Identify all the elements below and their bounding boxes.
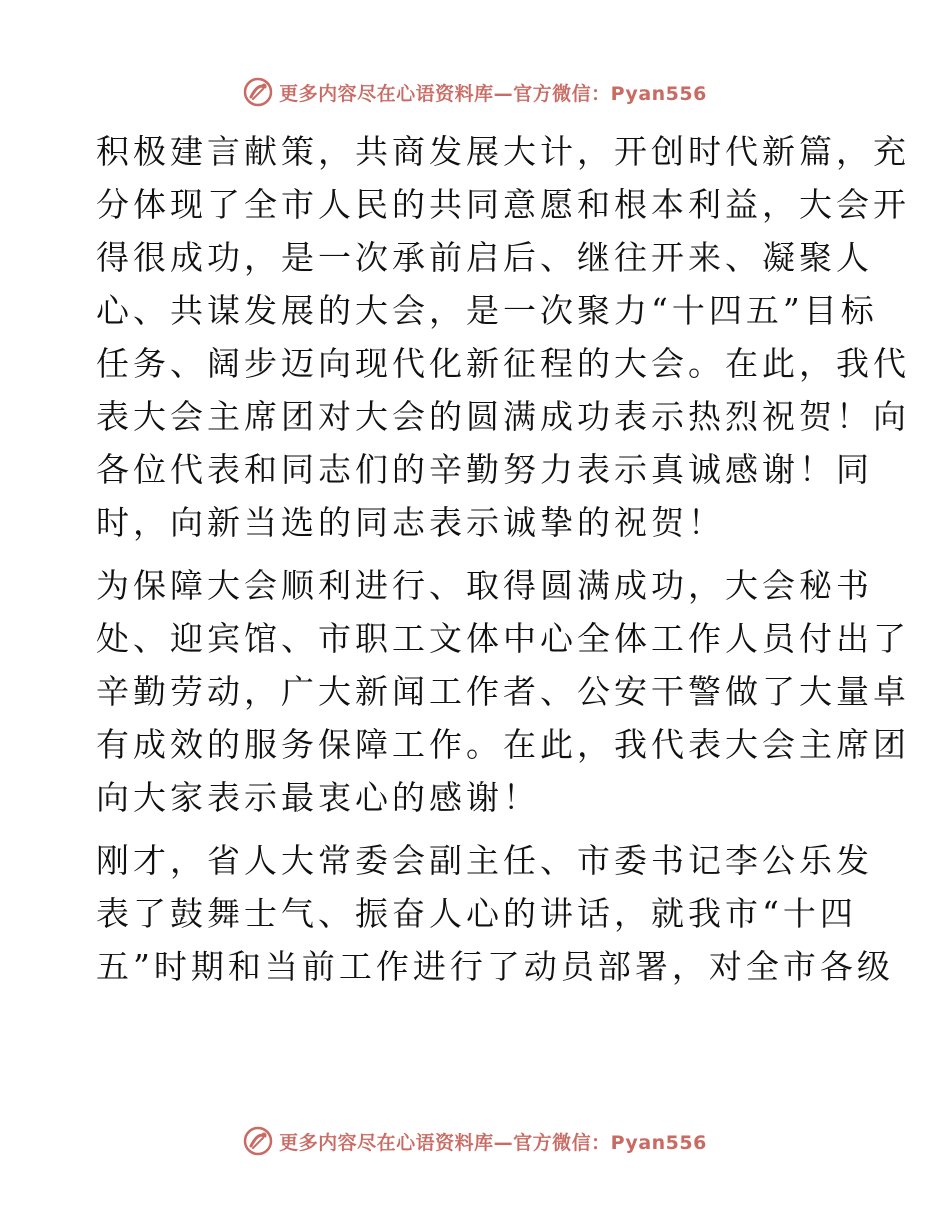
text-line: 有成效的服务保障工作。在此，我代表大会主席团 xyxy=(96,725,910,764)
text-line: 五”时期和当前工作进行了动员部署，对全市各级 xyxy=(96,947,894,986)
text-line: 表了鼓舞士气、振奋人心的讲话，就我市“十四 xyxy=(96,894,857,933)
text-line: 分体现了全市人民的共同意愿和根本利益，大会开 xyxy=(96,185,910,224)
text-line: 任务、阔步迈向现代化新征程的大会。在此，我代 xyxy=(96,344,910,383)
seal-logo-icon xyxy=(243,77,273,107)
text-line: 刚才，省人大常委会副主任、市委书记李公乐发 xyxy=(96,841,873,880)
footer-watermark-text: 更多内容尽在心语资料库—官方微信：Pyan556 xyxy=(279,1131,707,1154)
text-line: 表大会主席团对大会的圆满成功表示热烈祝贺！向 xyxy=(96,397,910,436)
text-line: 得很成功，是一次承前启后、继往开来、凝聚人 xyxy=(96,238,873,277)
footer-watermark xyxy=(0,1121,950,1161)
paragraph-1 xyxy=(96,125,910,549)
paragraph-3 xyxy=(96,834,894,993)
paragraph-2 xyxy=(96,559,910,824)
text-line: 处、迎宾馆、市职工文体中心全体工作人员付出了 xyxy=(96,619,910,658)
text-line: 心、共谋发展的大会，是一次聚力“十四五”目标 xyxy=(96,291,878,330)
text-line: 各位代表和同志们的辛勤努力表示真诚感谢！同 xyxy=(96,450,873,489)
text-line: 向大家表示最衷心的感谢！ xyxy=(96,778,540,817)
text-line: 为保障大会顺利进行、取得圆满成功，大会秘书 xyxy=(96,566,873,605)
seal-logo-icon xyxy=(243,1126,273,1156)
text-line: 积极建言献策，共商发展大计，开创时代新篇，充 xyxy=(96,132,910,171)
document-body xyxy=(96,125,910,1003)
header-watermark-text: 更多内容尽在心语资料库—官方微信：Pyan556 xyxy=(279,82,707,105)
text-line: 辛勤劳动，广大新闻工作者、公安干警做了大量卓 xyxy=(96,672,910,711)
header-watermark xyxy=(0,72,950,112)
text-line: 时，向新当选的同志表示诚挚的祝贺！ xyxy=(96,503,725,542)
